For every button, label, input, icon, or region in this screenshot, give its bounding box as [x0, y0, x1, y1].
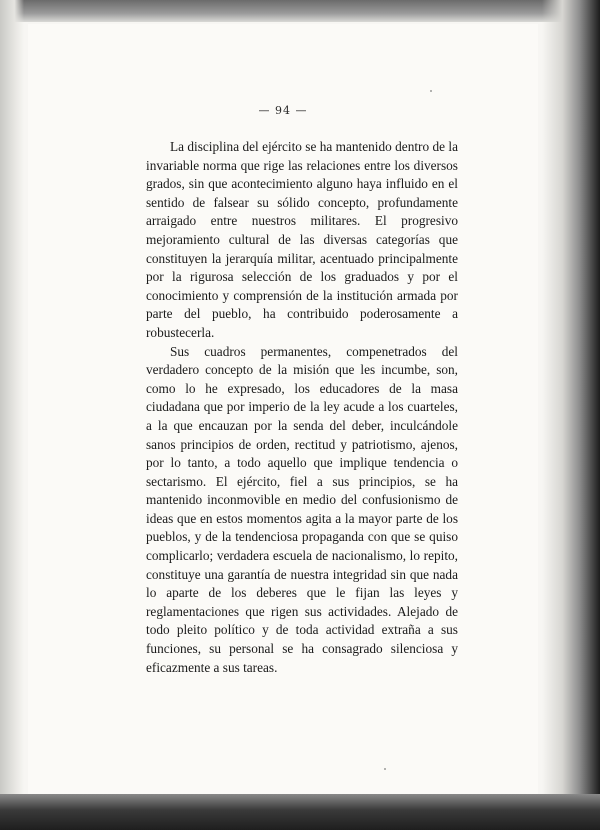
scan-right-edge: [542, 0, 600, 830]
scan-top-border: [0, 0, 600, 22]
page-number: — 94 —: [258, 104, 308, 117]
body-text: [146, 138, 458, 677]
scan-speck: [384, 768, 386, 770]
scan-left-edge: [0, 0, 24, 830]
paragraph-discipline: La disciplina del ejército se ha mantenido dentro de la invariable norma que rige las relaciones entre los diversos grados, sin que acontecimiento alguno haya influido en el sentido de falsear su sólido concepto, profundamente arraigado entre nuestros militares. El progresivo mejoramiento cultural de las diversas categorías que constituyen la jerarquía militar, acentuado principalmente por la rigurosa selección de los graduados y por el conocimiento y comprensión de la institución armada por parte del pueblo, ha contribuido poderosamente a robustecerla.: [146, 139, 458, 340]
scan-bottom-border: [0, 794, 600, 830]
paragraph-cadres: Sus cuadros permanentes, compenetrados del verdadero concepto de la misión que les incumbe, son, como lo he expresado, los educadores de la masa ciudadana que por imperio de la ley acude a los cuarteles, a la que encauzan por la senda del deber, inculcándole sanos principios de orden, rectitud y patriotismo, ajenos, por lo tanto, a todo aquello que implique tendencia o sectarismo. El ejército, fiel a sus principios, se ha mantenido inconmovible en medio del confusionismo de ideas que en estos momentos agita a la mayor parte de los pueblos, y de la tendenciosa propaganda con que se quiso complicarlo; verdadera escuela de nacionalismo, lo repito, constituye una garantía de nuestra integridad sin que nada lo aparte de los deberes que le fijan las leyes y reglamentaciones que rigen sus actividades. Alejado de todo pleito político y de toda actividad extraña a sus funciones, su personal se ha consagrado silenciosa y eficazmente a sus tareas.: [146, 343, 458, 675]
scan-speck: [430, 90, 432, 92]
book-page: [28, 24, 538, 794]
